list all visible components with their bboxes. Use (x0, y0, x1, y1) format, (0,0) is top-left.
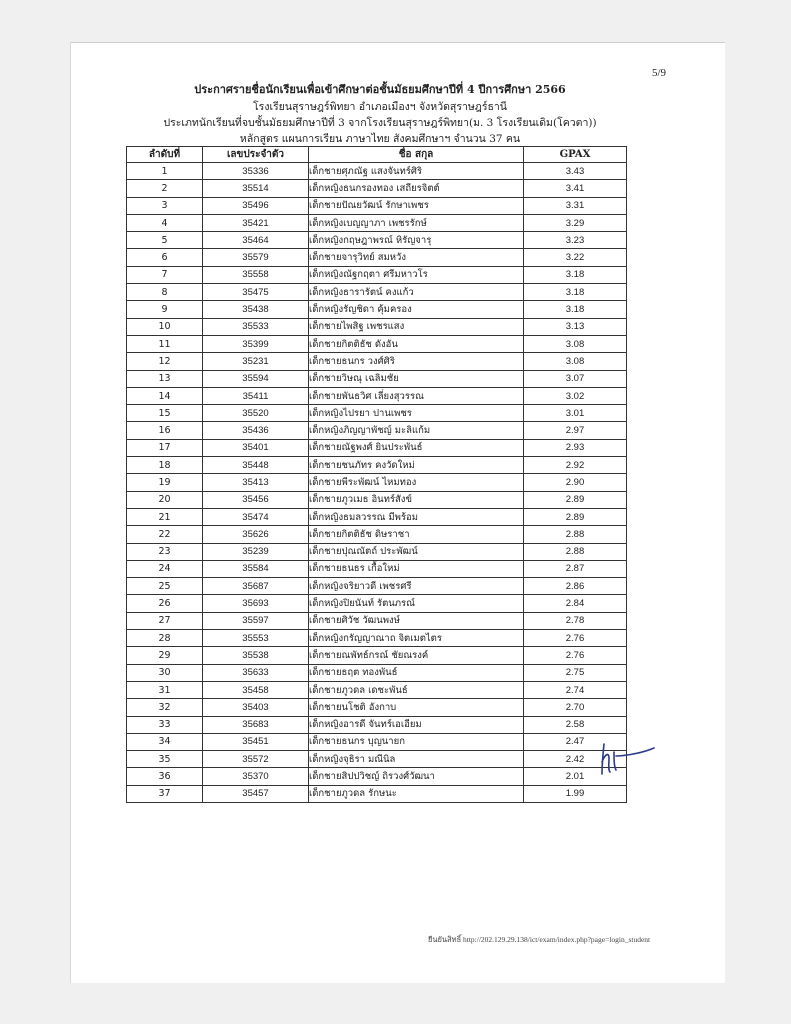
table-row (127, 560, 627, 577)
student-name: เด็กหญิงไปรยา ปานเพชร (309, 405, 524, 422)
student-id: 35474 (203, 508, 309, 525)
column-header-no: ลำดับที่ (127, 147, 203, 163)
table-row (127, 266, 627, 283)
student-name: เด็กชายกิตติธัช ดิษราชา (309, 526, 524, 543)
student-id: 35514 (203, 180, 309, 197)
student-name: เด็กชายธนกร วงศ์ศิริ (309, 353, 524, 370)
gpax-value: 3.08 (524, 353, 627, 370)
row-number: 34 (127, 733, 203, 750)
row-number: 12 (127, 353, 203, 370)
student-id: 35533 (203, 318, 309, 335)
row-number: 5 (127, 232, 203, 249)
row-number: 36 (127, 768, 203, 785)
gpax-value: 3.29 (524, 214, 627, 231)
table-row (127, 197, 627, 214)
table-row (127, 751, 627, 768)
gpax-value: 2.93 (524, 439, 627, 456)
gpax-value: 2.86 (524, 578, 627, 595)
gpax-value: 2.76 (524, 630, 627, 647)
gpax-value: 3.02 (524, 387, 627, 404)
student-name: เด็กชายชนภัทร คงวัดใหม่ (309, 457, 524, 474)
gpax-value: 3.13 (524, 318, 627, 335)
gpax-value: 2.89 (524, 508, 627, 525)
student-name: เด็กชายวิษณุ เฉลิมชัย (309, 370, 524, 387)
row-number: 14 (127, 387, 203, 404)
student-name: เด็กชายสิปปวิชญ์ ถิรวงศ์วัฒนา (309, 768, 524, 785)
row-number: 35 (127, 751, 203, 768)
student-name: เด็กชายจารุวิทย์ สมหวัง (309, 249, 524, 266)
row-number: 25 (127, 578, 203, 595)
student-name: เด็กหญิงธารารัตน์ คงแก้ว (309, 284, 524, 301)
row-number: 10 (127, 318, 203, 335)
table-row (127, 578, 627, 595)
student-name: เด็กหญิงเบญญาภา เพชรรักษ์ (309, 214, 524, 231)
gpax-value: 2.58 (524, 716, 627, 733)
student-id: 35558 (203, 266, 309, 283)
student-name: เด็กชายปุณณัตถ์ ประพัฒน์ (309, 543, 524, 560)
student-id: 35594 (203, 370, 309, 387)
student-id: 35693 (203, 595, 309, 612)
gpax-value: 3.07 (524, 370, 627, 387)
school-name: โรงเรียนสุราษฎร์พิทยา อำเภอเมืองฯ จังหวัดสุราษฎร์ธานี (253, 101, 507, 113)
student-id: 35584 (203, 560, 309, 577)
row-number: 21 (127, 508, 203, 525)
student-name: เด็กชายพีระพัฒน์ ไหมทอง (309, 474, 524, 491)
gpax-value: 1.99 (524, 785, 627, 802)
table-row (127, 457, 627, 474)
table-row (127, 163, 627, 180)
row-number: 30 (127, 664, 203, 681)
row-number: 32 (127, 699, 203, 716)
gpax-value: 3.41 (524, 180, 627, 197)
student-id: 35239 (203, 543, 309, 560)
gpax-value: 2.88 (524, 526, 627, 543)
student-id: 35683 (203, 716, 309, 733)
student-id: 35413 (203, 474, 309, 491)
table-row (127, 249, 627, 266)
student-id: 35633 (203, 664, 309, 681)
signature (596, 740, 660, 782)
student-name: เด็กหญิงภิญญาพัชญ์ มะลิแก้ม (309, 422, 524, 439)
row-number: 19 (127, 474, 203, 491)
gpax-value: 2.90 (524, 474, 627, 491)
student-name: เด็กหญิงกรัญญาณาถ จิตเมตไตร (309, 630, 524, 647)
table-row (127, 733, 627, 750)
student-name: เด็กชายไพสิฐ เพชรแสง (309, 318, 524, 335)
table-row (127, 508, 627, 525)
student-name: เด็กหญิงอารดี จันทร์เอเอียม (309, 716, 524, 733)
student-id: 35464 (203, 232, 309, 249)
student-id: 35553 (203, 630, 309, 647)
row-number: 11 (127, 335, 203, 352)
gpax-value: 3.01 (524, 405, 627, 422)
table-row (127, 353, 627, 370)
table-row (127, 630, 627, 647)
table-row (127, 214, 627, 231)
row-number: 27 (127, 612, 203, 629)
student-id: 35475 (203, 284, 309, 301)
row-number: 29 (127, 647, 203, 664)
table-row (127, 232, 627, 249)
gpax-value: 3.23 (524, 232, 627, 249)
student-name: เด็กชายภูวดล เดชะพันธ์ (309, 681, 524, 698)
gpax-value: 3.08 (524, 335, 627, 352)
student-id: 35411 (203, 387, 309, 404)
column-header-id: เลขประจำตัว (203, 147, 309, 163)
gpax-value: 2.87 (524, 560, 627, 577)
gpax-value: 2.92 (524, 457, 627, 474)
row-number: 26 (127, 595, 203, 612)
row-number: 6 (127, 249, 203, 266)
gpax-value: 2.84 (524, 595, 627, 612)
student-id: 35448 (203, 457, 309, 474)
student-id: 35538 (203, 647, 309, 664)
table-row (127, 647, 627, 664)
table-row (127, 370, 627, 387)
table-row (127, 526, 627, 543)
student-id: 35370 (203, 768, 309, 785)
gpax-value: 3.43 (524, 163, 627, 180)
table-row (127, 301, 627, 318)
student-name: เด็กชายภูวดล รักษนะ (309, 785, 524, 802)
student-id: 35231 (203, 353, 309, 370)
student-roster-table (126, 146, 627, 803)
row-number: 4 (127, 214, 203, 231)
table-row (127, 681, 627, 698)
table-row (127, 335, 627, 352)
table-row (127, 491, 627, 508)
table-row (127, 318, 627, 335)
gpax-value: 2.76 (524, 647, 627, 664)
row-number: 18 (127, 457, 203, 474)
row-number: 28 (127, 630, 203, 647)
student-id: 35626 (203, 526, 309, 543)
table-body (127, 163, 627, 803)
column-header-name: ชื่อ สกุล (309, 147, 524, 163)
student-name: เด็กหญิงจุธิรา มณีนิล (309, 751, 524, 768)
row-number: 37 (127, 785, 203, 802)
table-row (127, 543, 627, 560)
table-header-row (127, 147, 627, 163)
announcement-title: ประกาศรายชื่อนักเรียนเพื่อเข้าศึกษาต่อชั้นมัธยมศึกษาปีที่ 4 ปีการศึกษา 2566 (194, 83, 566, 96)
row-number: 24 (127, 560, 203, 577)
table-row (127, 180, 627, 197)
row-number: 9 (127, 301, 203, 318)
student-name: เด็กชายกิตติธัช ดังอัน (309, 335, 524, 352)
student-name: เด็กชายศิวัช วัฒนพงษ์ (309, 612, 524, 629)
student-name: เด็กชายณัฐพงศ์ ยินประพันธ์ (309, 439, 524, 456)
gpax-value: 3.18 (524, 301, 627, 318)
student-name: เด็กชายธนกร บุญนายก (309, 733, 524, 750)
gpax-value: 2.89 (524, 491, 627, 508)
gpax-value: 3.31 (524, 197, 627, 214)
row-number: 13 (127, 370, 203, 387)
page-number: 5/9 (652, 67, 667, 79)
table-row (127, 474, 627, 491)
gpax-value: 2.70 (524, 699, 627, 716)
gpax-value: 3.18 (524, 266, 627, 283)
student-id: 35436 (203, 422, 309, 439)
student-name: เด็กชายธนธร เกื้อใหม่ (309, 560, 524, 577)
table-row (127, 785, 627, 802)
program-line: หลักสูตร แผนการเรียน ภาษาไทย สังคมศึกษาฯ จำนวน 37 คน (239, 133, 521, 145)
row-number: 16 (127, 422, 203, 439)
row-number: 8 (127, 284, 203, 301)
student-name: เด็กชายปัณยวัฒน์ รักษาเพชร (309, 197, 524, 214)
gpax-value: 3.22 (524, 249, 627, 266)
student-id: 35421 (203, 214, 309, 231)
gpax-value: 2.88 (524, 543, 627, 560)
gpax-value: 2.47 (524, 733, 627, 750)
row-number: 3 (127, 197, 203, 214)
table-row (127, 768, 627, 785)
student-name: เด็กหญิงปิยนันท์ รัตนภรณ์ (309, 595, 524, 612)
gpax-value: 2.01 (524, 768, 627, 785)
student-name: เด็กหญิงกฤษฎาพรณ์ หิรัญจารุ (309, 232, 524, 249)
student-name: เด็กชายพันธวิศ เลี่ยงสุวรรณ (309, 387, 524, 404)
row-number: 33 (127, 716, 203, 733)
student-name: เด็กหญิงจริยาวดี เพชรศรี (309, 578, 524, 595)
student-name: เด็กหญิงณัฐกฤตา ศรีมหาวโร (309, 266, 524, 283)
student-id: 35520 (203, 405, 309, 422)
gpax-value: 2.78 (524, 612, 627, 629)
row-number: 15 (127, 405, 203, 422)
student-id: 35403 (203, 699, 309, 716)
table-row (127, 699, 627, 716)
student-id: 35457 (203, 785, 309, 802)
table-row (127, 387, 627, 404)
student-id: 35401 (203, 439, 309, 456)
signature-mark (596, 740, 660, 778)
gpax-value: 3.18 (524, 284, 627, 301)
student-name: เด็กชายนโชติ อังกาบ (309, 699, 524, 716)
student-name: เด็กหญิงรัญชิดา คุ้มครอง (309, 301, 524, 318)
table-row (127, 405, 627, 422)
table-row (127, 422, 627, 439)
table-row (127, 439, 627, 456)
row-number: 1 (127, 163, 203, 180)
student-id: 35451 (203, 733, 309, 750)
student-id: 35597 (203, 612, 309, 629)
table-row (127, 595, 627, 612)
table-row (127, 716, 627, 733)
row-number: 22 (127, 526, 203, 543)
row-number: 2 (127, 180, 203, 197)
table-row (127, 284, 627, 301)
table-row (127, 612, 627, 629)
student-id: 35496 (203, 197, 309, 214)
student-id: 35572 (203, 751, 309, 768)
row-number: 31 (127, 681, 203, 698)
student-name: เด็กหญิงธนกรองทอง เสถียรจิตต์ (309, 180, 524, 197)
student-name: เด็กชายศุภณัฐ แสงจันทร์ศิริ (309, 163, 524, 180)
student-id: 35456 (203, 491, 309, 508)
student-id: 35579 (203, 249, 309, 266)
student-id: 35399 (203, 335, 309, 352)
student-name: เด็กชายณพัทธ์กรณ์ ชัยณรงค์ (309, 647, 524, 664)
gpax-value: 2.75 (524, 664, 627, 681)
gpax-value: 2.97 (524, 422, 627, 439)
row-number: 20 (127, 491, 203, 508)
student-id: 35687 (203, 578, 309, 595)
table-row (127, 664, 627, 681)
row-number: 7 (127, 266, 203, 283)
student-name: เด็กชายภูวเมธ อินทร์สังข์ (309, 491, 524, 508)
student-id: 35438 (203, 301, 309, 318)
verification-footer: ยืนยันสิทธิ์ http://202.129.29.138/ict/exam/index.php?page=login_student (428, 935, 651, 944)
gpax-value: 2.42 (524, 751, 627, 768)
student-id: 35458 (203, 681, 309, 698)
student-category: ประเภทนักเรียนที่จบชั้นมัธยมศึกษาปีที่ 3 จากโรงเรียนสุราษฎร์พิทยา(ม. 3 โรงเรียนเดิม(โควตา)) (163, 117, 597, 129)
row-number: 17 (127, 439, 203, 456)
student-name: เด็กหญิงธมลวรรณ มีพร้อม (309, 508, 524, 525)
row-number: 23 (127, 543, 203, 560)
column-header-gpax: GPAX (524, 147, 627, 163)
student-name: เด็กชายธฤต ทองพันธ์ (309, 664, 524, 681)
gpax-value: 2.74 (524, 681, 627, 698)
student-id: 35336 (203, 163, 309, 180)
